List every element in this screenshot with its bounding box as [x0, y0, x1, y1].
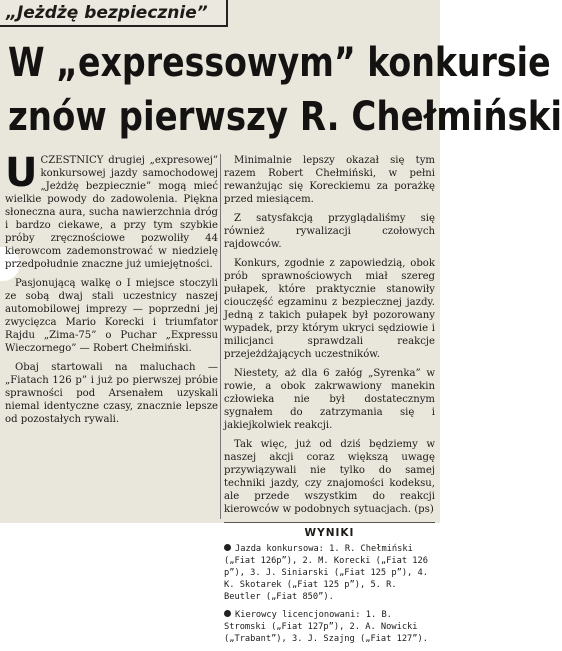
bullet-icon — [224, 610, 231, 617]
paragraph-7: Niestety, aż dla 6 załóg „Syrenka” w rowie, a obok zakrwawiony manekin człowieka nie był dostatecznym sygnałem do zatrzymania się i jakiejkolwiek reakcji. — [224, 368, 435, 431]
rubric-label — [0, 0, 228, 27]
headline-line-1: W „expressowym” konkursie — [8, 40, 551, 86]
paragraph-3: Obaj startowali na maluchach — „Fiatach 126 p” i już po pierwszej próbie sprawności pod Arsenałem uzyskali niemal identyczne czasy, znacznie lepsze od pozostałych rywali. — [5, 362, 218, 425]
results-title: WYNIKI — [304, 527, 355, 539]
headline-line-2: znów pierwszy R. Chełmiński — [8, 94, 562, 140]
results-rule — [224, 522, 435, 523]
lead-paragraph — [5, 150, 218, 271]
paragraph-2: Pasjonującą walkę o I miejsce stoczyli ze sobą dwaj stali uczestnicy naszej automobilowej imprezy — poprzedni jej zwycięzca Mario Korecki i triumfator Rajdu „Zima-75” o Puchar „Expressu Wieczornego” — Robert Chełmiński. — [5, 278, 218, 354]
right-column — [224, 154, 435, 651]
results-item-1-text: Jazda konkursowa: 1. R. Chełmiński („Fiat 126p”), 2. M. Korecki („Fiat 126 p”), 3. J. Siniarski („Fiat 125 p”), 4. K. Skotarek („Fiat 125 p”), 5. R. Beutler („Fiat 850”). — [224, 544, 428, 602]
paragraph-4: Minimalnie lepszy okazał się tym razem Robert Chełmiński, w pełni rewanżując się Koreckiemu za porażkę przed miesiącem. — [224, 155, 435, 205]
column-divider — [220, 154, 221, 519]
bullet-icon — [224, 544, 231, 551]
paragraph-5: Z satysfakcją przyglądaliśmy się również rywalizacji czołowych rajdowców. — [224, 213, 435, 250]
rubric-text: „Jeżdżę bezpiecznie” — [6, 2, 208, 23]
left-column — [5, 150, 218, 432]
results-item-2 — [224, 609, 435, 645]
author-signature: (ps) — [414, 504, 434, 515]
results-item-2-text: Kierowcy licencjonowani: 1. B. Stromski („Fiat 127p”), 2. A. Nowicki („Trabant”), 3. J. Szajng („Fiat 127”). — [224, 610, 428, 644]
paragraph-8 — [224, 438, 435, 516]
paragraph-6: Konkurs, zgodnie z zapowiedzią, obok prób sprawnościowych miał szereg pułapek, które praktycznie stanowiły ciouczęść egzaminu z bezpiecznej jazdy. Jedną z takich pułapek był pozorowany wypadek, przy którym ukryci sędziowie i milicjanci sprawdzali reakcje przejeżdżających uczestników. — [224, 258, 435, 360]
results-item-1 — [224, 543, 435, 603]
paragraph-8-text: Tak więc, już od dziś będziemy w naszej akcji coraz większą uwagę przywiązywali nie tylko do samej techniki jazdy, czy znajomości kodeksu, ale przede wszystkim do reakcji kierowców w podobnych sytuacjach. — [224, 439, 435, 515]
drop-cap: U — [5, 150, 38, 196]
lead-paragraph-text: CZESTNICY drugiej „expresowej” konkursowej jazdy samochodowej „Jeżdżę bezpiecznie” mogą mieć wielkie powody do zadowolenia. Piękna słoneczna aura, sucha nawierzchnia dróg i bardzo ciekawe, a przy tym szybkie próby zręcznościowe pozwoliły 44 kierowcom zademonstrować w niedzielę przedpołudnie znaczne już umiejętności. — [5, 155, 218, 270]
